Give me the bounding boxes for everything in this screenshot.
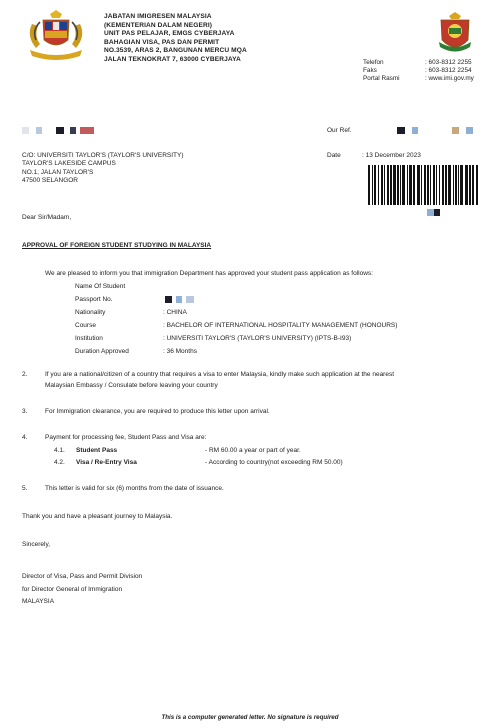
redacted-barcode-number <box>434 209 440 216</box>
fee-number: 4.2. <box>54 459 65 466</box>
redacted-passport-number <box>165 296 172 303</box>
contact-label: Telefon <box>363 59 384 66</box>
barcode-bar <box>421 165 422 205</box>
barcode-bar <box>409 165 412 205</box>
redacted-ref-left <box>56 127 64 134</box>
barcode-bar <box>445 165 447 205</box>
barcode-bar <box>458 165 459 205</box>
point-number: 4. <box>22 434 28 441</box>
contact-block <box>363 59 474 84</box>
point-text: Malaysian Embassy / Consulate before leaving your country <box>45 382 218 389</box>
detail-value: : BACHELOR OF INTERNATIONAL HOSPITALITY MANAGEMENT (HONOURS) <box>163 322 398 329</box>
barcode-bar <box>407 165 408 205</box>
barcode-bar <box>436 165 437 205</box>
redacted-ref-number <box>452 127 459 134</box>
recipient-line: NO.1, JALAN TAYLOR'S <box>22 168 94 176</box>
our-ref-label: Our Ref. <box>327 127 352 134</box>
immigration-department-crest-logo <box>437 12 473 56</box>
detail-value: : CHINA <box>163 309 187 316</box>
contact-value: : 603-8312 2254 <box>425 67 472 75</box>
division-name: BAHAGIAN VISA, PAS DAN PERMIT <box>104 38 220 46</box>
contact-label: Portal Rasmi <box>363 75 400 83</box>
barcode-bar <box>397 165 399 205</box>
barcode-bar <box>469 165 471 205</box>
fee-label: Visa / Re-Entry Visa <box>76 459 137 466</box>
fee-value: - According to country(not exceeding RM 50.00) <box>205 459 343 466</box>
fee-value: - RM 60.00 a year or part of year. <box>205 447 301 454</box>
barcode-bar <box>424 165 426 205</box>
contact-label: Faks <box>363 67 377 75</box>
recipient-line: 47500 SELANGOR <box>22 177 79 185</box>
barcode <box>368 165 480 205</box>
barcode-bar <box>442 165 444 205</box>
redacted-ref-left <box>70 127 76 134</box>
detail-label: Name Of Student <box>75 283 126 290</box>
redacted-ref-number <box>397 127 405 134</box>
point-text: This letter is valid for six (6) months from the date of issuance. <box>45 485 224 492</box>
point-text: If you are a national/citizen of a country that requires a visa to enter Malaysia, kindly make such application at the nearest <box>45 371 395 378</box>
unit-name: UNIT PAS PELAJAR, EMGS CYBERJAYA <box>104 30 235 38</box>
barcode-bar <box>465 165 468 205</box>
redacted-ref-left <box>36 127 42 134</box>
date-label: Date <box>327 152 341 159</box>
fee-number: 4.1. <box>54 447 65 454</box>
detail-label: Nationality <box>75 309 106 316</box>
recipient-line: TAYLOR'S LAKESIDE CAMPUS <box>22 160 116 168</box>
barcode-bar <box>402 165 405 205</box>
intro-paragraph: We are pleased to inform you that immigration Department has approved your student pass application as follows: <box>45 270 373 277</box>
closing-line: Thank you and have a pleasant journey to Malaysia. <box>22 513 173 520</box>
barcode-bar <box>460 165 463 205</box>
fee-label: Student Pass <box>76 447 118 454</box>
redacted-ref-left <box>22 127 29 134</box>
sincerely: Sincerely, <box>22 541 51 548</box>
point-number: 5. <box>22 485 28 492</box>
redacted-ref-left <box>80 127 94 134</box>
redacted-passport-number <box>186 296 194 303</box>
barcode-bar <box>372 165 373 205</box>
address-line-2: JALAN TEKNOKRAT 7, 63000 CYBERJAYA <box>104 55 241 63</box>
barcode-bar <box>430 165 431 205</box>
recipient-line: C/O: UNIVERSITI TAYLOR'S (TAYLOR'S UNIVERSITY) <box>22 152 184 159</box>
barcode-bar <box>455 165 457 205</box>
barcode-bar <box>453 165 454 205</box>
contact-faks <box>363 67 474 75</box>
detail-label: Course <box>75 322 96 329</box>
detail-label: Passport No. <box>75 296 113 303</box>
detail-label: Duration Approved <box>75 348 129 355</box>
barcode-bar <box>378 165 379 205</box>
point-text: Payment for processing fee, Student Pass and Visa are: <box>45 434 207 441</box>
date-value: : 13 December 2023 <box>362 152 421 159</box>
barcode-bar <box>417 165 420 205</box>
redacted-ref-number <box>466 127 473 134</box>
contact-value: : www.imi.gov.my <box>425 75 474 83</box>
barcode-bar <box>413 165 415 205</box>
barcode-bar <box>381 165 383 205</box>
contact-telefon <box>363 59 474 67</box>
barcode-bar <box>374 165 376 205</box>
agency-name: JABATAN IMIGRESEN MALAYSIA <box>104 13 212 20</box>
detail-value: : UNIVERSITI TAYLOR'S (TAYLOR'S UNIVERSITY) (IPTS-B-I93) <box>163 335 352 342</box>
barcode-bar <box>384 165 385 205</box>
signatory-block <box>22 571 142 609</box>
subject-heading: APPROVAL OF FOREIGN STUDENT STUDYING IN MALAYSIA <box>22 242 212 249</box>
redacted-ref-number <box>412 127 418 134</box>
barcode-bar <box>390 165 392 205</box>
malaysia-coat-of-arms-logo <box>26 10 86 62</box>
barcode-bar <box>433 165 435 205</box>
signatory-line: for Director General of Immigration <box>22 585 123 593</box>
barcode-bar <box>439 165 440 205</box>
redacted-barcode-number <box>427 209 434 216</box>
point-number: 3. <box>22 408 28 415</box>
salutation: Dear Sir/Madam, <box>22 214 72 221</box>
point-text: For Immigration clearance, you are required to produce this letter upon arrival. <box>45 408 270 415</box>
signatory-line: MALAYSIA <box>22 598 55 605</box>
barcode-bar <box>448 165 451 205</box>
address-line-1: NO.3539, ARAS 2, BANGUNAN MERCU MQA <box>104 47 247 55</box>
signatory-line: Director of Visa, Pass and Permit Division <box>22 573 143 580</box>
redacted-passport-number <box>176 296 182 303</box>
ministry-name: (KEMENTERIAN DALAM NEGERI) <box>104 21 213 29</box>
barcode-bar <box>393 165 396 205</box>
barcode-bar <box>387 165 389 205</box>
barcode-bar <box>400 165 401 205</box>
barcode-bar <box>368 165 370 205</box>
barcode-bar <box>472 165 474 205</box>
point-number: 2. <box>22 371 28 378</box>
contact-value: : 603-8312 2255 <box>425 59 472 66</box>
barcode-bar <box>476 165 478 205</box>
detail-label: Institution <box>75 335 103 342</box>
detail-value: : 36 Months <box>163 348 197 355</box>
recipient-address <box>22 152 184 186</box>
barcode-bar <box>427 165 429 205</box>
contact-portal <box>363 75 474 83</box>
footer-note: This is a computer generated letter. No signature is required <box>161 714 339 721</box>
